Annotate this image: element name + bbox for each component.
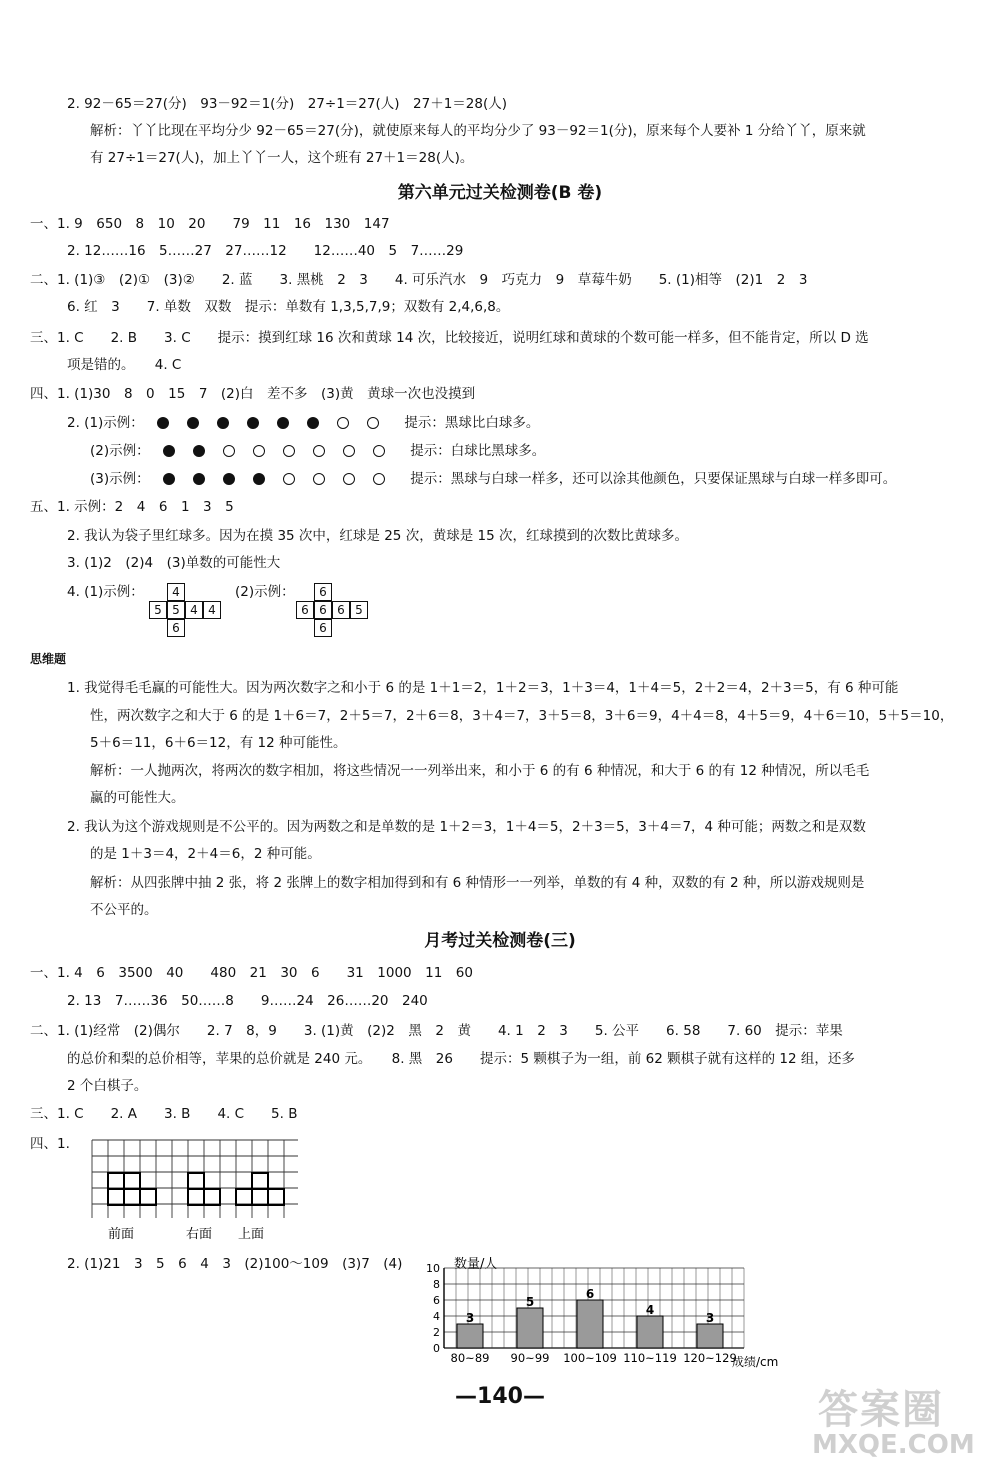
white-ball-icon <box>337 417 349 429</box>
answer-line: 5＋6＝11，6＋6＝12，有 12 种可能性。 <box>90 735 347 751</box>
analysis-line: 赢的可能性大。 <box>90 790 185 806</box>
answer-line: 2. 我认为袋子里红球多。因为在摸 35 次中，红球是 25 次，黄球是 15 次，红球摸到的次数比黄球多。 <box>67 528 688 544</box>
top-view-label: 上面 <box>238 1227 265 1242</box>
score-bar-chart <box>410 1252 800 1372</box>
bar-value-label: 6 <box>585 1287 595 1301</box>
answer-line: 三、1. C 2. A 3. B 4. C 5. B <box>30 1106 298 1122</box>
bar <box>637 1316 663 1348</box>
black-ball-icon <box>163 445 175 457</box>
white-ball-icon <box>283 473 295 485</box>
bar <box>577 1300 603 1348</box>
bar-value-label: 4 <box>645 1303 655 1317</box>
y-tick-label: 2 <box>433 1326 440 1339</box>
y-tick-label: 6 <box>433 1294 440 1307</box>
white-ball-icon <box>373 473 385 485</box>
bar-value-label: 3 <box>465 1311 475 1325</box>
net-cell: 6 <box>167 619 185 637</box>
net-cell: 6 <box>314 583 332 601</box>
answer-line: 2. 我认为这个游戏规则是不公平的。因为两数之和是单数的是 1＋2＝3，1＋4＝5，2＋3＝5，3＋4＝7，4 种可能；两数之和是双数 <box>67 819 866 835</box>
y-axis-label: 数量/人 <box>454 1257 498 1272</box>
answer-line: 四、1. (1)30 8 0 15 7 (2)白 差不多 (3)黄 黄球一次也没摸到 <box>30 386 476 402</box>
x-tick-label: 80~89 <box>450 1351 490 1365</box>
answer-line: 二、1. (1)③ (2)① (3)② 2. 蓝 3. 黑桃 2 3 4. 可乐汽水 9 巧克力 9 草莓牛奶 5. (1)相等 (2)1 2 3 <box>30 272 808 288</box>
net-cell: 6 <box>332 601 350 619</box>
hint-text: 提示：黑球与白球一样多，还可以涂其他颜色，只要保证黑球与白球一样多即可。 <box>410 471 897 487</box>
dots-example-1 <box>148 413 388 433</box>
black-ball-icon <box>277 417 289 429</box>
black-ball-icon <box>253 473 265 485</box>
front-view-label: 前面 <box>108 1227 135 1242</box>
hint-text: 提示：黑球比白球多。 <box>404 415 540 431</box>
answer-line: 一、1. 4 6 3500 40 480 21 30 6 31 1000 11 60 <box>30 965 473 981</box>
answer-line: 2 个白棋子。 <box>67 1078 148 1094</box>
white-ball-icon <box>373 445 385 457</box>
answer-line: 2. 12……16 5……27 27……12 12……40 5 7……29 <box>67 243 464 259</box>
answer-line: 二、1. (1)经常 (2)偶尔 2. 7 8，9 3. (1)黄 (2)2 黑 2 黄 4. 1 2 3 5. 公平 6. 58 7. 60 提示：苹果 <box>30 1023 843 1039</box>
bar <box>517 1308 543 1348</box>
answer-line: 一、1. 9 650 8 10 20 79 11 16 130 147 <box>30 216 390 232</box>
bar-value-label: 5 <box>525 1295 535 1309</box>
net-cell: 5 <box>149 601 167 619</box>
right-view-label: 右面 <box>186 1227 213 1242</box>
view-squares <box>108 1173 284 1205</box>
dots-example-2 <box>154 441 394 461</box>
dots-example-3 <box>154 469 394 489</box>
white-ball-icon <box>313 473 325 485</box>
white-ball-icon <box>283 445 295 457</box>
bar <box>457 1324 483 1348</box>
example-label: 2. (1)示例： <box>67 415 144 431</box>
white-ball-icon <box>313 445 325 457</box>
white-ball-icon <box>343 473 355 485</box>
answer-line: 项是错的。 4. C <box>67 357 182 373</box>
answer-line: 2. (1)21 3 5 6 4 3 (2)100～109 (3)7 (4) <box>67 1256 403 1272</box>
x-tick-label: 120~129 <box>683 1351 737 1365</box>
section-title: 月考过关检测卷(三) <box>424 931 576 951</box>
black-ball-icon <box>223 473 235 485</box>
dot-example-row <box>90 469 896 489</box>
example-label: (3)示例： <box>90 471 150 487</box>
analysis-line: 解析：一人抛两次，将两次的数字相加，将这些情况一一列举出来，和小于 6 的有 6 种情况，和大于 6 的有 12 种情况，所以毛毛 <box>90 763 870 779</box>
white-ball-icon <box>253 445 265 457</box>
x-axis-label: 成绩/cm <box>732 1355 779 1369</box>
net-cell: 6 <box>296 601 314 619</box>
views-grid <box>90 1138 302 1248</box>
watermark-url: MXQE.COM <box>812 1430 975 1460</box>
y-tick-label: 8 <box>433 1278 440 1291</box>
net-cell: 4 <box>167 583 185 601</box>
x-tick-label: 100~109 <box>563 1351 617 1365</box>
hint-text: 提示：白球比黑球多。 <box>410 443 546 459</box>
black-ball-icon <box>247 417 259 429</box>
y-tick-label: 10 <box>426 1262 440 1275</box>
answer-line: (2)示例： <box>235 584 295 600</box>
cube-net-2 <box>296 583 376 639</box>
answer-line: 三、1. C 2. B 3. C 提示：摸到红球 16 次和黄球 14 次，比较接近，说明红球和黄球的个数可能一样多，但不能肯定，所以 D 选 <box>30 330 869 346</box>
answer-line: 4. (1)示例： <box>67 584 144 600</box>
net-cell: 5 <box>167 601 185 619</box>
answer-line: 性，两次数字之和大于 6 的是 1＋6＝7，2＋5＝7，2＋6＝8，3＋4＝7，3＋5＝8，3＋6＝9，4＋4＝8，4＋5＝9，4＋6＝10，5＋5＝10， <box>90 708 954 724</box>
answer-line: 2. 13 7……36 50……8 9……24 26……20 240 <box>67 993 428 1009</box>
black-ball-icon <box>217 417 229 429</box>
answer-line: 6. 红 3 7. 单数 双数 提示：单数有 1,3,5,7,9；双数有 2,4,6,8。 <box>67 299 510 315</box>
white-ball-icon <box>223 445 235 457</box>
y-tick-label: 0 <box>433 1342 440 1355</box>
analysis-line: 解析：从四张牌中抽 2 张，将 2 张牌上的数字相加得到和有 6 种情形一一列举，单数的有 4 种，双数的有 2 种，所以游戏规则是 <box>90 875 865 891</box>
net-cell: 5 <box>350 601 368 619</box>
bar-value-label: 3 <box>705 1311 715 1325</box>
black-ball-icon <box>193 473 205 485</box>
example-label: (2)示例： <box>90 443 150 459</box>
analysis-line: 解析：丫丫比现在平均分少 92－65＝27(分)，就使原来每人的平均分少了 93－92＝1(分)，原来每个人要补 1 分给丫丫，原来就 <box>90 123 866 139</box>
answer-line: 1. 我觉得毛毛赢的可能性大。因为两次数字之和小于 6 的是 1＋1＝2，1＋2＝3，1＋3＝4，1＋4＝5，2＋2＝4，2＋3＝5，有 6 种可能 <box>67 680 899 696</box>
bar <box>697 1324 723 1348</box>
answer-line: 2. 92－65＝27(分) 93－92＝1(分) 27÷1＝27(人) 27＋1＝28(人) <box>67 96 507 112</box>
analysis-line: 不公平的。 <box>90 902 158 918</box>
net-cell: 6 <box>314 601 332 619</box>
white-ball-icon <box>343 445 355 457</box>
answer-line: 四、1. <box>30 1136 70 1152</box>
answer-line: 3. (1)2 (2)4 (3)单数的可能性大 <box>67 555 281 571</box>
cube-net-1 <box>149 583 229 639</box>
black-ball-icon <box>193 445 205 457</box>
net-cell: 4 <box>203 601 221 619</box>
watermark-logo: 答案圈 <box>818 1387 944 1433</box>
answer-line: 五、1. 示例：2 4 6 1 3 5 <box>30 499 234 515</box>
answer-line: 的是 1＋3＝4，2＋4＝6，2 种可能。 <box>90 846 321 862</box>
dot-example-row <box>90 441 545 461</box>
answer-line: 的总价和梨的总价相等，苹果的总价就是 240 元。 8. 黑 26 提示：5 颗棋子为一组，前 62 颗棋子就有这样的 12 组，还多 <box>67 1051 855 1067</box>
dot-example-row <box>67 413 539 433</box>
y-tick-label: 4 <box>433 1310 440 1323</box>
net-cell: 4 <box>185 601 203 619</box>
net-cell: 6 <box>314 619 332 637</box>
black-ball-icon <box>307 417 319 429</box>
analysis-line: 有 27÷1＝27(人)，加上丫丫一人，这个班有 27＋1＝28(人)。 <box>90 150 474 166</box>
black-ball-icon <box>187 417 199 429</box>
x-tick-label: 90~99 <box>510 1351 550 1365</box>
section-title: 第六单元过关检测卷(B 卷) <box>397 183 603 203</box>
white-ball-icon <box>367 417 379 429</box>
page-number: —140— <box>455 1384 545 1409</box>
x-tick-label: 110~119 <box>623 1351 677 1365</box>
black-ball-icon <box>157 417 169 429</box>
black-ball-icon <box>163 473 175 485</box>
thinking-heading: 思维题 <box>30 652 67 666</box>
